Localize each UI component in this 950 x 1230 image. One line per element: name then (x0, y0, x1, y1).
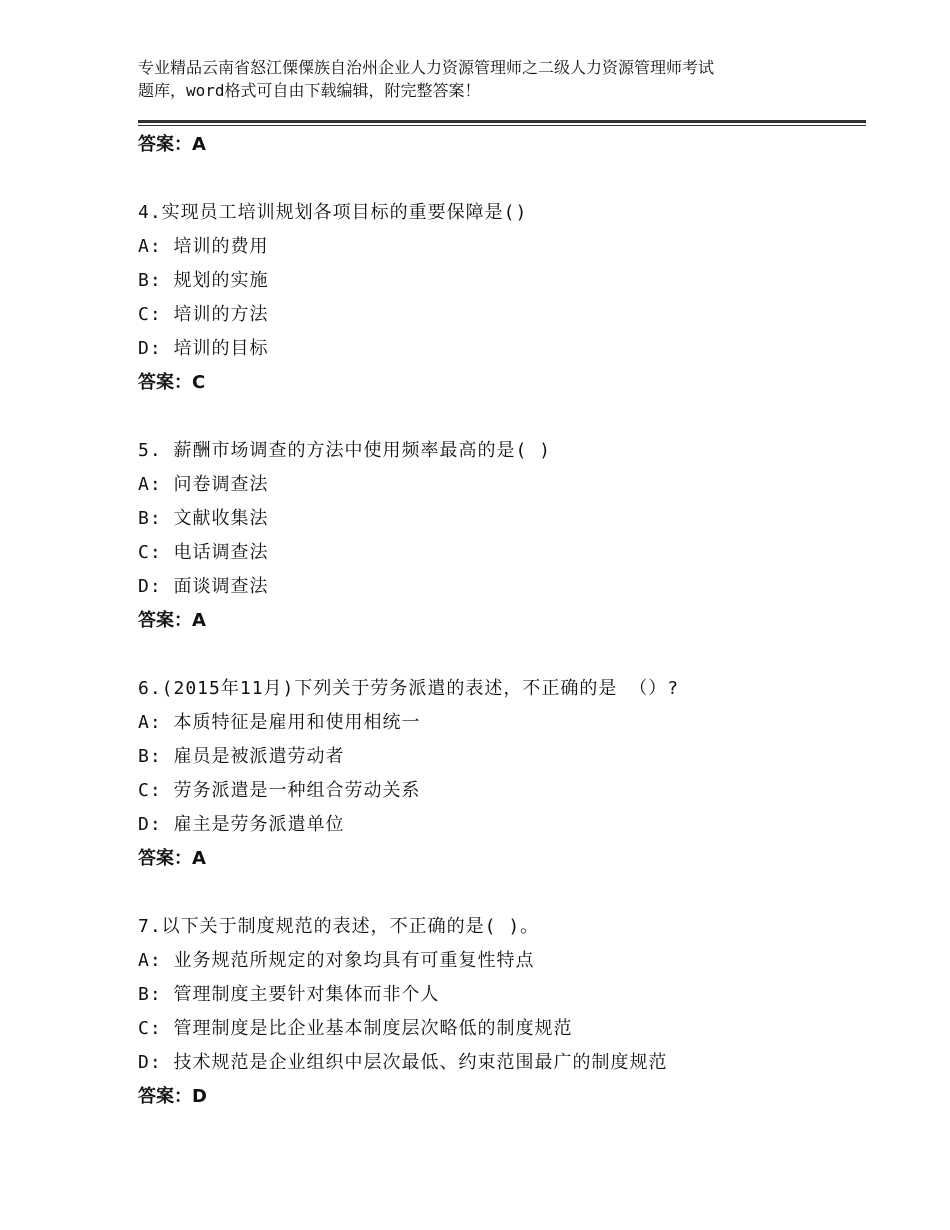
answer-label: 答案： (138, 1086, 192, 1107)
option-c: C: 劳务派遣是一种组合劳动关系 (138, 780, 421, 801)
answer-line (138, 128, 866, 162)
answer-line (138, 842, 866, 876)
question-4 (138, 196, 866, 400)
question-7 (138, 910, 866, 1114)
option-c: C: 管理制度是比企业基本制度层次略低的制度规范 (138, 1018, 573, 1039)
answer-line (138, 366, 866, 400)
option-c: C: 培训的方法 (138, 304, 269, 325)
question-stem: 5. 薪酬市场调查的方法中使用频率最高的是( ) (138, 440, 552, 461)
answer-value: D (192, 1086, 207, 1107)
header-line-1: 专业精品云南省怒江傈僳族自治州企业人力资源管理师之二级人力资源管理师考试 (138, 58, 715, 77)
option-d: D: 培训的目标 (138, 338, 269, 359)
option-b: B: 管理制度主要针对集体而非个人 (138, 984, 440, 1005)
question-6 (138, 672, 866, 876)
answer-label: 答案： (138, 134, 192, 155)
header-divider-thick (138, 120, 866, 123)
option-c: C: 电话调查法 (138, 542, 269, 563)
question-stem: 7.以下关于制度规范的表述，不正确的是( )。 (138, 916, 540, 937)
answer-value: A (192, 134, 206, 155)
answer-value: A (192, 610, 206, 631)
option-a: A: 问卷调查法 (138, 474, 269, 495)
answer-value: A (192, 848, 206, 869)
header-line-2: 题库，word格式可自由下载编辑，附完整答案！ (138, 81, 481, 100)
document-body (138, 128, 866, 1114)
answer-label: 答案： (138, 848, 192, 869)
option-b: B: 雇员是被派遣劳动者 (138, 746, 345, 767)
option-a: A: 培训的费用 (138, 236, 269, 257)
answer-line (138, 1080, 866, 1114)
option-a: A: 业务规范所规定的对象均具有可重复性特点 (138, 950, 535, 971)
document-header (138, 56, 838, 102)
option-a: A: 本质特征是雇用和使用相统一 (138, 712, 421, 733)
option-b: B: 规划的实施 (138, 270, 269, 291)
option-b: B: 文献收集法 (138, 508, 269, 529)
answer-value: C (192, 372, 206, 393)
question-5 (138, 434, 866, 638)
header-divider-thin (138, 125, 866, 126)
answer-label: 答案： (138, 610, 192, 631)
question-stem: 4.实现员工培训规划各项目标的重要保障是() (138, 202, 528, 223)
option-d: D: 面谈调查法 (138, 576, 269, 597)
answer-line (138, 604, 866, 638)
option-d: D: 技术规范是企业组织中层次最低、约束范围最广的制度规范 (138, 1052, 668, 1073)
option-d: D: 雇主是劳务派遣单位 (138, 814, 345, 835)
answer-label: 答案： (138, 372, 192, 393)
question-stem: 6.(2015年11月)下列关于劳务派遣的表述，不正确的是 （）? (138, 678, 680, 699)
